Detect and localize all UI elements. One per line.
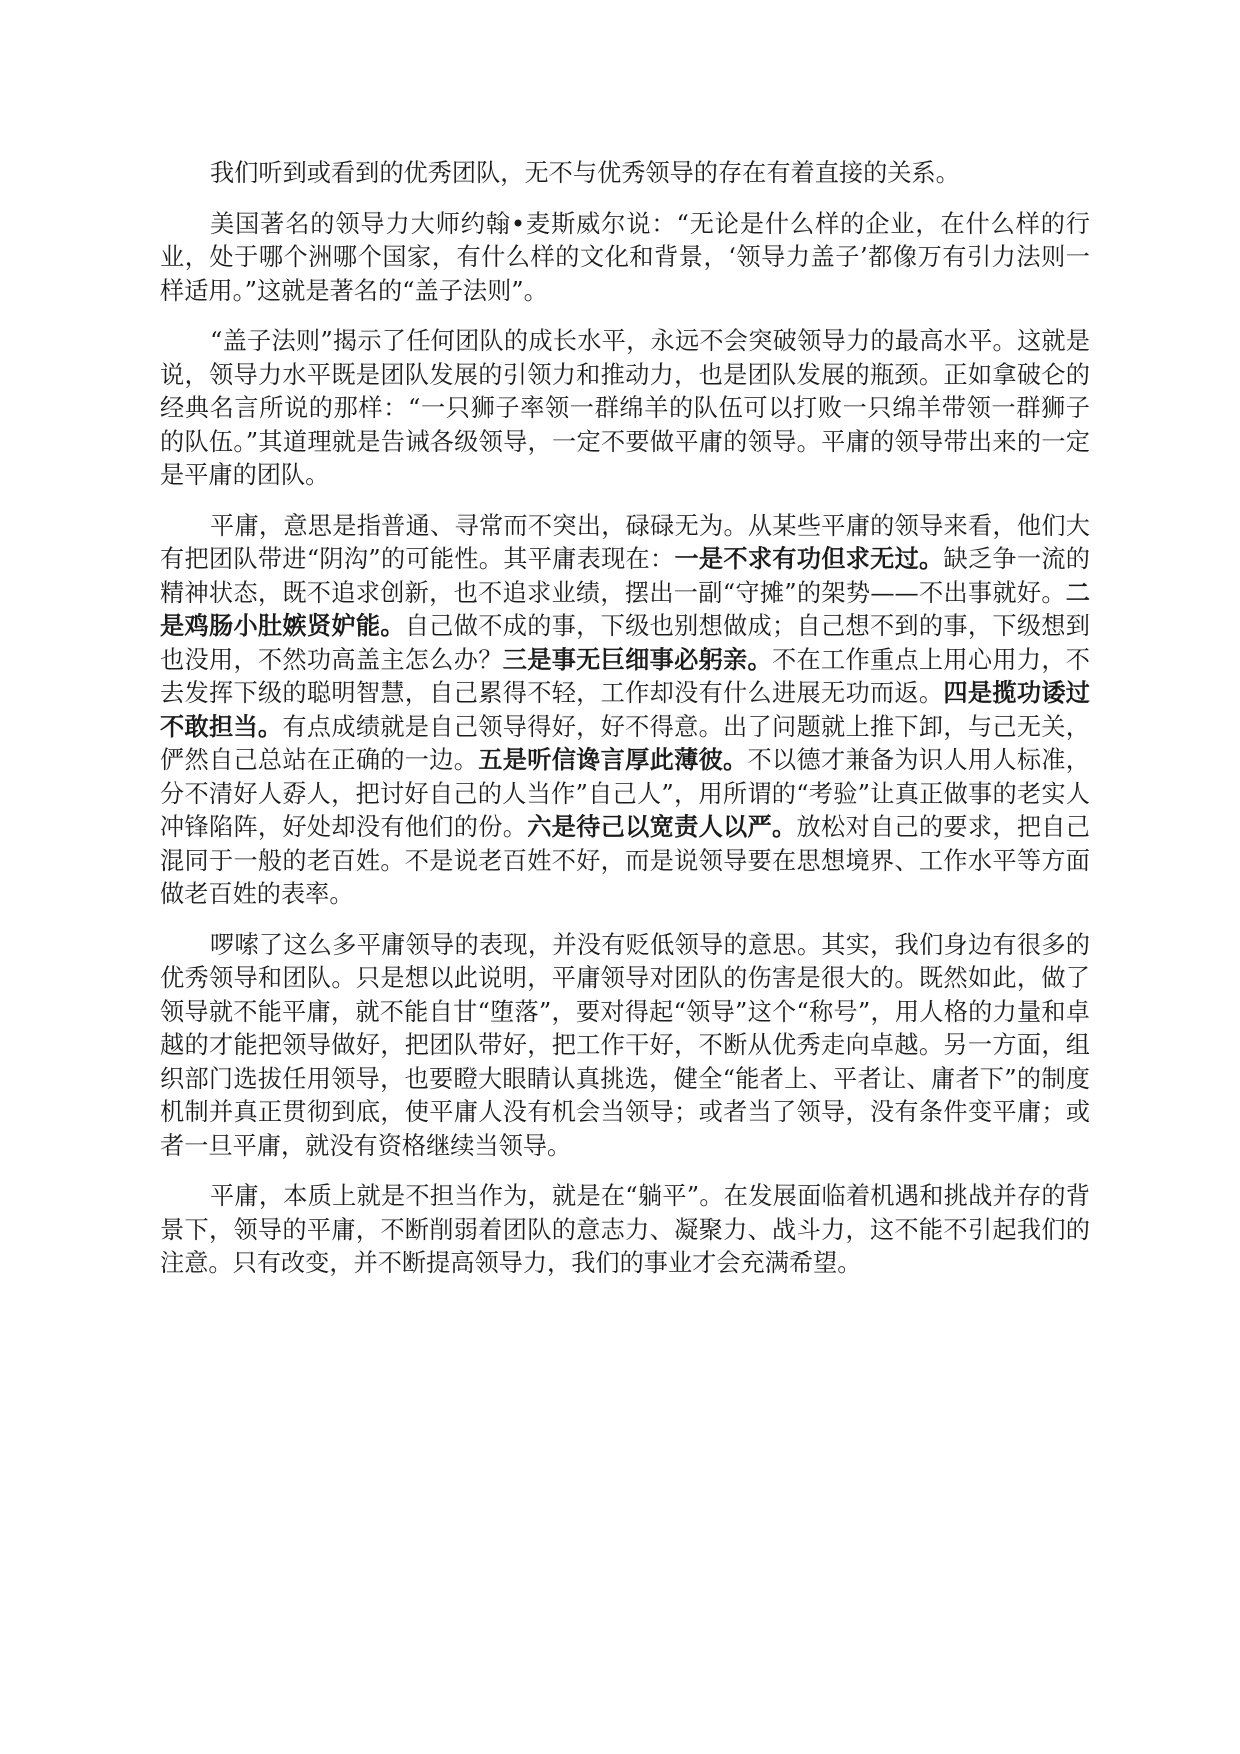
emphasis-text: 一是不求有功但求无过。: [674, 545, 944, 573]
text-run: 缺乏争一流的精神状态，既不追求创新，也不追求业绩，摆出一副“守摊”的架势——不出事就好。: [160, 545, 1090, 607]
emphasis-text: 六是待己以宽责人以严。: [527, 813, 797, 841]
paragraph-4: [160, 510, 1090, 912]
text-run: 不在工作重点上用心用力，不去发挥下级的聪明智慧，自己累得不轻，工作却没有什么进展无功而返。: [160, 645, 1090, 707]
text-run: “盖子法则”揭示了任何团队的成长水平，永远不会突破领导力的最高水平。这就是说，领导力水平既是团队发展的引领力和推动力，也是团队发展的瓶颈。正如拿破仑的经典名言所说的那样：“一只狮子率领一群绵羊的队伍可以打败一只绵羊带领一群狮子的队伍。”其道理就是告诫各级领导，一定不要做平庸的领导。平庸的领导带出来的一定是平庸的团队。: [160, 327, 1090, 489]
paragraph-2: [160, 208, 1090, 309]
text-run: 不以德才兼备为识人用人标准，分不清好人孬人，把讨好自己的人当作”自己人”，用所谓的“考验”让真正做事的老实人冲锋陷阵，好处却没有他们的份。: [160, 746, 1090, 841]
paragraph-3: [160, 325, 1090, 493]
text-run: 放松对自己的要求，把自己混同于一般的老百姓。不是说老百姓不好，而是说领导要在思想境界、工作水平等方面做老百姓的表率。: [160, 813, 1090, 908]
emphasis-text: 四是揽功诿过不敢担当。: [160, 679, 1090, 741]
paragraph-5: [160, 929, 1090, 1164]
text-run: 啰嗦了这么多平庸领导的表现，并没有贬低领导的意思。其实，我们身边有很多的优秀领导和团队。只是想以此说明，平庸领导对团队的伤害是很大的。既然如此，做了领导就不能平庸，就不能自甘“堕落”，要对得起“领导”这个“称号”，用人格的力量和卓越的才能把领导做好，把团队带好，把工作干好，不断从优秀走向卓越。另一方面，组织部门选拔任用领导，也要瞪大眼睛认真挑选，健全“能者上、平者让、庸者下”的制度机制并真正贯彻到底，使平庸人没有机会当领导；或者当了领导，没有条件变平庸；或者一旦平庸，就没有资格继续当领导。: [160, 930, 1090, 1160]
text-run: 美国著名的领导力大师约翰•麦斯威尔说：“无论是什么样的企业，在什么样的行业，处于哪个洲哪个国家，有什么样的文化和背景，‘领导力盖子’都像万有引力法则一样适用。”这就是著名的“盖子法则”。: [160, 209, 1090, 305]
text-run: 平庸，本质上就是不担当作为，就是在“躺平”。在发展面临着机遇和挑战并存的背景下，领导的平庸，不断削弱着团队的意志力、凝聚力、战斗力，这不能不引起我们的注意。只有改变，并不断提高领导力，我们的事业才会充满希望。: [160, 1182, 1090, 1277]
emphasis-text: 五是听信谗言厚此薄彼。: [478, 746, 748, 774]
article-body: [160, 157, 1090, 1298]
text-run: 有点成绩就是自己领导得好，好不得意。出了问题就上推下卸，与己无关，俨然自己总站在正确的一边。: [160, 712, 1090, 774]
text-run: 平庸，意思是指普通、寻常而不突出，碌碌无为。从某些平庸的领导来看，他们大有把团队带进“阴沟”的可能性。其平庸表现在：: [160, 511, 1090, 573]
emphasis-text: 二是鸡肠小肚嫉贤妒能。: [160, 578, 1090, 640]
emphasis-text: 三是事无巨细事必躬亲。: [502, 645, 773, 674]
text-run: 我们听到或看到的优秀团队，无不与优秀领导的存在有着直接的关系。: [210, 159, 960, 187]
paragraph-6: [160, 1180, 1090, 1281]
paragraph-1: [160, 157, 1090, 191]
text-run: 自己做不成的事，下级也别想做成；自己想不到的事，下级想到也没用，不然功高盖主怎么办？: [160, 612, 1090, 674]
